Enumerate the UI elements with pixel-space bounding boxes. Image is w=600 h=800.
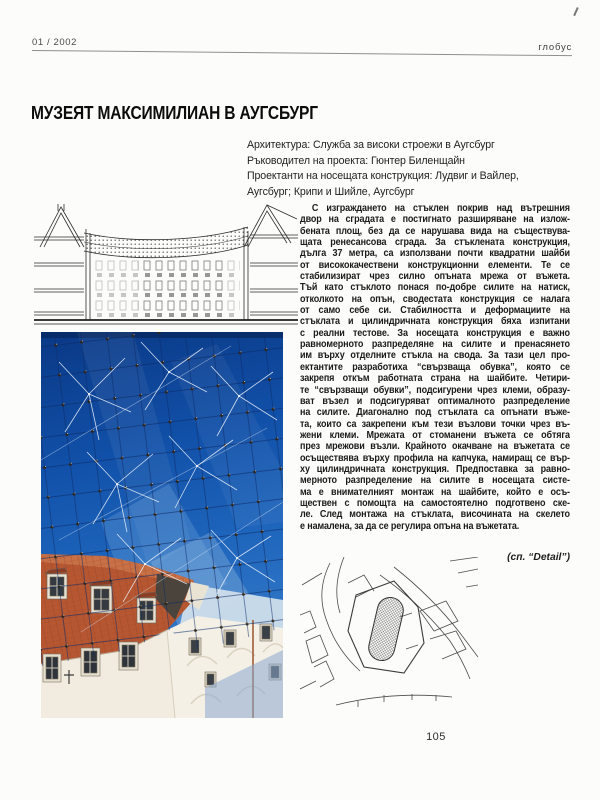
issue-label: 01 / 2002 — [32, 37, 78, 48]
article-title: МУЗЕЯТ МАКСИМИЛИАН В АУГСБУРГ — [31, 102, 318, 123]
text-line: отколкото на опън, сводестата конструкция се налага — [300, 293, 570, 305]
site-plan-figure — [300, 557, 478, 713]
text-line: дълга 37 метра, са използвани почти квадратни шайби — [300, 248, 570, 260]
text-line: двор на сградата е постигнато разширяване на излож- — [300, 214, 570, 226]
text-line: ху цилиндричната конструкция. Предпоставка за равно- — [300, 463, 570, 475]
text-line: равномерното разпределяне на силите и пренасянето — [300, 339, 570, 351]
text-line: ществен с помощта на самостоятелно подготвено ске- — [300, 497, 570, 509]
text-line: Аугсбург; Крипи и Шийле, Аугсбург — [247, 185, 415, 198]
text-line: С изграждането на стъклен покрив над вътрешния — [311, 203, 570, 214]
text-line: е намалена, за да се регулира опъна на въжетата. — [300, 520, 520, 532]
text-line: щата ренесансова сграда. За стъклената конструкция, — [300, 237, 570, 249]
article-body — [300, 203, 570, 532]
credits-block — [247, 138, 577, 200]
text-line: им върху отделните стъкла на свода. За тази цел про- — [300, 350, 570, 362]
section-drawing-figure — [34, 199, 298, 329]
text-line: с реални тестове. За носещата конструкция е важно — [300, 327, 570, 339]
magazine-brand: глобус — [538, 42, 572, 53]
text-line: мерното разпределение на силите в носещата систе- — [300, 475, 570, 487]
text-line: през мрежови възли. Крайното окачване на въжетата се — [300, 441, 570, 453]
text-line: от само себе си. Стабилността и деформациите на — [300, 305, 570, 317]
page-number: 105 — [426, 731, 446, 743]
text-line: осъществява върху профила на капчука, намиращ се вър- — [300, 452, 570, 464]
text-line: та, които са закрепени към тези възлови точки чрез въ- — [300, 418, 570, 430]
text-line: Ръководител на проекта: Гюнтер Биленщайн — [247, 154, 465, 167]
text-line: ектантите разработиха “свързваща обувка”, която се — [300, 361, 570, 373]
source-attribution: (сп. “Detail”) — [507, 552, 570, 563]
courtyard-photo-figure — [41, 332, 283, 718]
text-line: ма е внимателният монтаж на шайбите, който е осъ- — [300, 486, 570, 498]
text-line: Проектанти на носещата конструкция: Лудвиг и Вайлер, — [247, 170, 519, 183]
text-line: закрепя откъм работната страна на шайбите. Четири- — [300, 373, 570, 385]
text-line: на силите. Диагонално под стъклата са опънати въже- — [300, 407, 570, 419]
text-line: ле. След монтажа на стъклата, височината на скелето — [300, 509, 570, 521]
header-divider — [32, 50, 572, 56]
text-line: бената площ, без да се нарушава вида на съществува- — [300, 225, 570, 237]
text-line: ват възел и подсигуряват оптималното разпределение — [300, 395, 570, 407]
text-line: Архитектура: Служба за високи строежи в Аугсбург — [247, 139, 495, 151]
text-line: стабилизират чрез силно опъната мрежа от въжета. — [300, 271, 570, 283]
text-line: стъклата и цилиндричната конструкция бяха изпитани — [300, 316, 570, 328]
text-line: от висококачествени конструкционни елементи. Те се — [300, 259, 570, 271]
scan-artifact-mark — [573, 7, 578, 16]
text-line: те “свързващи обувки”, подсигурени чрез клеми, образу- — [300, 384, 570, 396]
text-line: Тъй като стъклото понася по-добре силите на натиск, — [300, 282, 570, 294]
text-line: жени клеми. Мрежата от стоманени въжета се обтяга — [300, 429, 570, 441]
